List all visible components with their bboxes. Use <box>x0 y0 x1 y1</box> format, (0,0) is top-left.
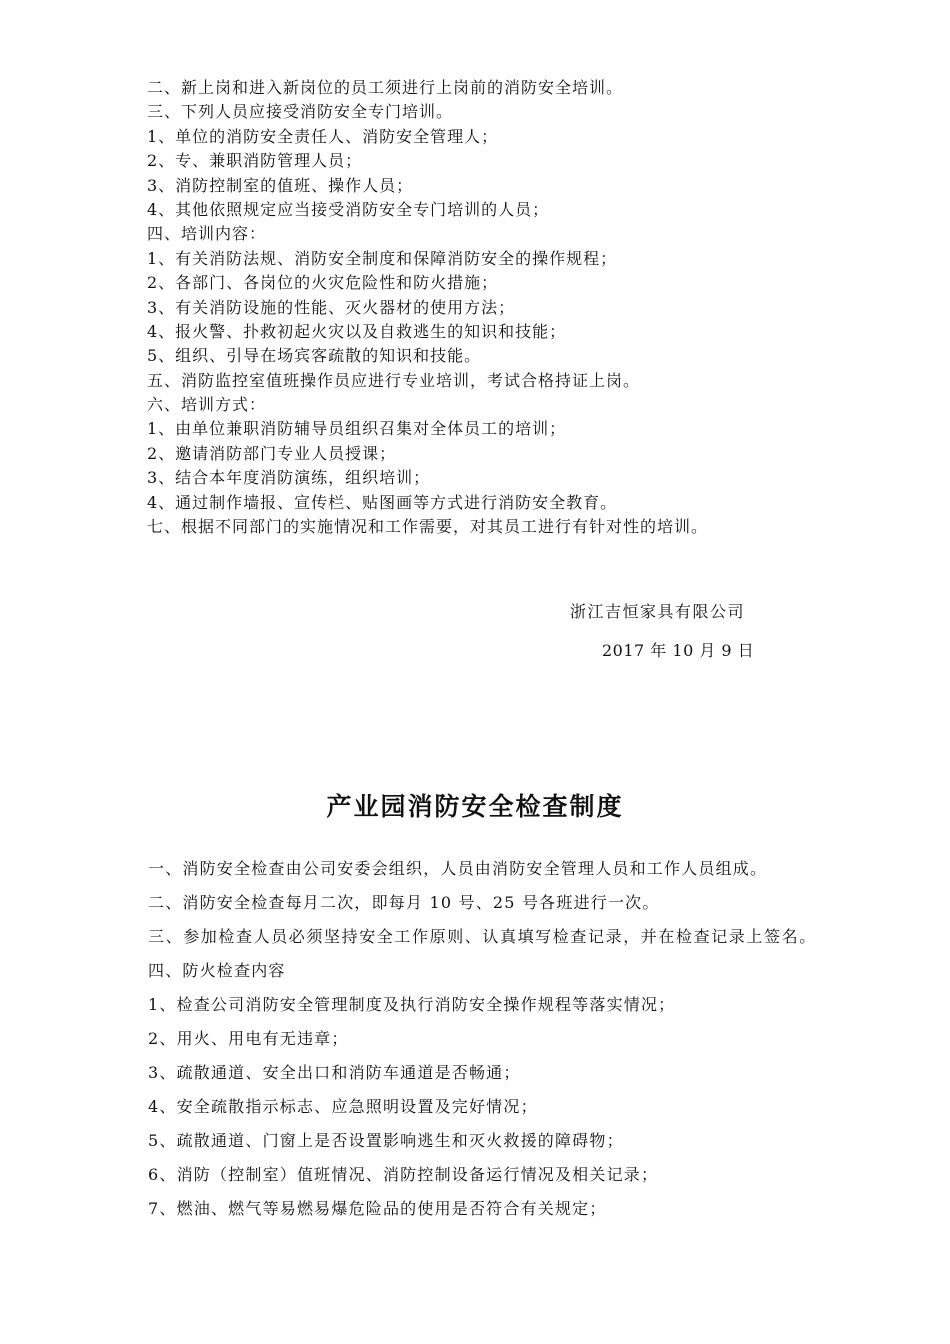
paragraph: 三、参加检查人员必须坚持安全工作原则、认真填写检查记录，并在检查记录上签名。 <box>148 927 817 946</box>
training-line: 4、报火警、扑救初起火灾以及自救逃生的知识和技能； <box>147 321 567 341</box>
paragraph: 3、疏散通道、安全出口和消防车通道是否畅通； <box>148 1063 521 1082</box>
training-line: 六、培训方式： <box>147 395 267 415</box>
paragraph: 2、用火、用电有无违章； <box>148 1029 349 1048</box>
paragraph: 5、疏散通道、门窗上是否设置影响逃生和灭火救援的障碍物； <box>148 1131 624 1150</box>
paragraph: 4、安全疏散指示标志、应急照明设置及完好情况； <box>148 1097 538 1116</box>
paragraph: 一、消防安全检查由公司安委会组织，人员由消防安全管理人员和工作人员组成。 <box>148 859 768 878</box>
training-line: 4、通过制作墙报、宣传栏、贴图画等方式进行消防安全教育。 <box>147 492 618 512</box>
signature-date: 2017 年 10 月 9 日 <box>602 641 755 660</box>
training-line: 3、有关消防设施的性能、灭火器材的使用方法； <box>147 297 516 317</box>
training-section <box>147 76 847 539</box>
document-title: 产业园消防安全检查制度 <box>326 792 624 821</box>
paragraph: 6、消防（控制室）值班情况、消防控制设备运行情况及相关记录； <box>148 1165 659 1184</box>
training-line: 4、其他依照规定应当接受消防安全专门培训的人员； <box>147 199 550 219</box>
paragraph: 1、检查公司消防安全管理制度及执行消防安全操作规程等落实情况； <box>148 995 676 1014</box>
paragraph: 二、消防安全检查每月二次，即每月 10 号、25 号各班进行一次。 <box>148 893 660 912</box>
training-line: 四、培训内容： <box>147 224 267 244</box>
company-name: 浙江吉恒家具有限公司 <box>570 602 746 621</box>
inspection-section <box>112 852 852 1226</box>
training-line: 2、专、兼职消防管理人员； <box>147 151 363 171</box>
training-line: 2、各部门、各岗位的火灾危险性和防火措施； <box>147 273 499 293</box>
training-line: 1、有关消防法规、消防安全制度和保障消防安全的操作规程； <box>147 248 618 268</box>
training-line: 五、消防监控室值班操作员应进行专业培训，考试合格持证上岗。 <box>147 370 641 390</box>
training-line: 七、根据不同部门的实施情况和工作需要，对其员工进行有针对性的培训。 <box>147 517 709 537</box>
paragraph: 四、防火检查内容 <box>148 961 286 980</box>
training-line: 1、单位的消防安全责任人、消防安全管理人； <box>147 126 499 146</box>
training-line: 3、结合本年度消防演练，组织培训； <box>147 468 431 488</box>
training-line: 三、下列人员应接受消防安全专门培训。 <box>147 102 454 122</box>
training-line: 3、消防控制室的值班、操作人员； <box>147 175 414 195</box>
signature-block <box>560 600 820 663</box>
paragraph: 7、燃油、燃气等易燃易爆危险品的使用是否符合有关规定； <box>148 1199 607 1218</box>
training-line: 5、组织、引导在场宾客疏散的知识和技能。 <box>147 346 482 366</box>
training-line: 2、邀请消防部门专业人员授课； <box>147 443 397 463</box>
training-line: 二、新上岗和进入新岗位的员工须进行上岗前的消防安全培训。 <box>147 78 624 97</box>
training-line: 1、由单位兼职消防辅导员组织召集对全体员工的培训； <box>147 419 567 439</box>
